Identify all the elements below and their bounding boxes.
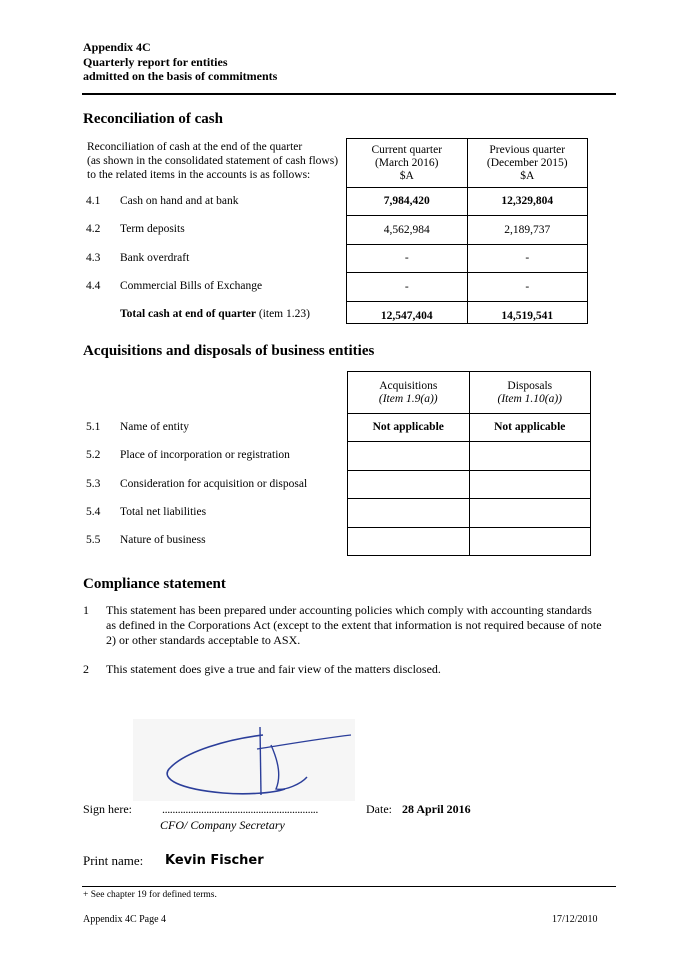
col-disposals-header <box>469 372 590 414</box>
footer-page: Appendix 4C Page 4 <box>83 914 167 925</box>
header-rule <box>82 93 616 95</box>
footer-rule <box>82 886 616 887</box>
table-cell <box>348 442 470 471</box>
print-name-label: Print name: <box>83 853 144 868</box>
col-current-title: Current quarter <box>371 143 443 156</box>
row-number: 4.3 <box>86 252 101 264</box>
signature-svg <box>133 719 355 801</box>
bills-previous: - <box>467 273 588 302</box>
table-cell <box>469 528 590 556</box>
intro-line-2: (as shown in the consolidated statement of cash flows) <box>87 155 339 167</box>
reconciliation-intro <box>87 140 338 182</box>
signature-image <box>133 719 355 801</box>
compliance-number: 1 <box>83 603 89 617</box>
term-deposits-current: 4,562,984 <box>347 216 468 245</box>
header-line-2: Quarterly report for entities <box>83 54 228 69</box>
header-line-1: Appendix 4C <box>83 40 151 54</box>
row-label: Term deposits <box>120 223 185 235</box>
col-acquisitions-header <box>348 372 470 414</box>
total-current: 12,547,404 <box>347 302 468 324</box>
acquisitions-title: Acquisitions and disposals of business entities <box>83 343 375 359</box>
bank-overdraft-previous: - <box>467 245 588 273</box>
cash-on-hand-previous: 12,329,804 <box>467 188 588 216</box>
print-name-value: Kevin Fischer <box>165 853 264 868</box>
bills-current: - <box>347 273 468 302</box>
signature-line: ............................................................ <box>162 802 319 816</box>
col-previous-header <box>467 139 588 188</box>
date-label: Date: <box>366 802 392 816</box>
total-label-bold: Total cash at end of quarter <box>120 308 256 320</box>
name-of-entity-disp: Not applicable <box>469 414 590 442</box>
cash-table <box>346 138 588 324</box>
row-label: Name of entity <box>120 421 189 433</box>
row-number: 4.4 <box>86 280 101 292</box>
intro-line-1: Reconciliation of cash at the end of the quarter <box>87 141 303 153</box>
total-previous: 14,519,541 <box>467 302 588 324</box>
signer-role: CFO/ Company Secretary <box>160 818 285 832</box>
col-current-period: (March 2016) <box>374 156 439 169</box>
row-label: Commercial Bills of Exchange <box>120 280 263 292</box>
col-current-header <box>347 139 468 188</box>
row-number: 5.2 <box>86 449 101 461</box>
row-number: 5.3 <box>86 478 101 490</box>
row-label: Consideration for acquisition or disposal <box>120 478 308 490</box>
compliance-text: This statement has been prepared under accounting policies which comply with accounting standards as defined in the Corporations Act (except to the extent that information is not required because of note 2) or other standards acceptable to ASX. <box>106 603 602 647</box>
total-label <box>120 308 310 320</box>
col-current-unit: $A <box>399 169 414 182</box>
row-number: 5.1 <box>86 421 101 433</box>
col-disposals-title: Disposals <box>507 379 553 392</box>
date-value: 28 April 2016 <box>402 802 471 816</box>
row-label: Nature of business <box>120 534 206 546</box>
bank-overdraft-current: - <box>347 245 468 273</box>
sign-here-label: Sign here: <box>83 802 132 816</box>
total-label-ref: (item 1.23) <box>255 308 310 320</box>
col-acquisitions-item: (Item 1.9(a)) <box>378 392 438 405</box>
col-acquisitions-title: Acquisitions <box>379 379 438 392</box>
compliance-number: 2 <box>83 662 89 676</box>
footer-note: + See chapter 19 for defined terms. <box>83 890 217 900</box>
row-number: 4.1 <box>86 195 101 207</box>
table-cell <box>469 442 590 471</box>
row-number: 4.2 <box>86 223 101 235</box>
header-line-3: admitted on the basis of commitments <box>83 69 278 83</box>
compliance-title: Compliance statement <box>83 576 226 592</box>
cash-on-hand-current: 7,984,420 <box>347 188 468 216</box>
row-number: 5.4 <box>86 506 101 518</box>
document-header <box>83 40 277 84</box>
row-label: Cash on hand and at bank <box>120 195 239 207</box>
col-previous-period: (December 2015) <box>486 156 568 169</box>
footer-date: 17/12/2010 <box>552 914 598 925</box>
row-label: Place of incorporation or registration <box>120 449 290 461</box>
intro-line-3: to the related items in the accounts is as follows: <box>87 169 311 181</box>
row-number: 5.5 <box>86 534 101 546</box>
row-label: Bank overdraft <box>120 252 190 264</box>
name-of-entity-acq: Not applicable <box>348 414 470 442</box>
col-previous-unit: $A <box>520 169 535 182</box>
col-disposals-item: (Item 1.10(a)) <box>497 392 563 405</box>
compliance-text: This statement does give a true and fair view of the matters disclosed. <box>106 662 441 676</box>
table-cell <box>348 528 470 556</box>
table-cell <box>469 499 590 528</box>
table-cell <box>348 471 470 499</box>
acquisitions-table <box>347 371 591 556</box>
reconciliation-title: Reconciliation of cash <box>83 111 223 127</box>
row-label: Total net liabilities <box>120 506 207 518</box>
term-deposits-previous: 2,189,737 <box>467 216 588 245</box>
col-previous-title: Previous quarter <box>489 143 566 156</box>
table-cell <box>469 471 590 499</box>
table-cell <box>348 499 470 528</box>
